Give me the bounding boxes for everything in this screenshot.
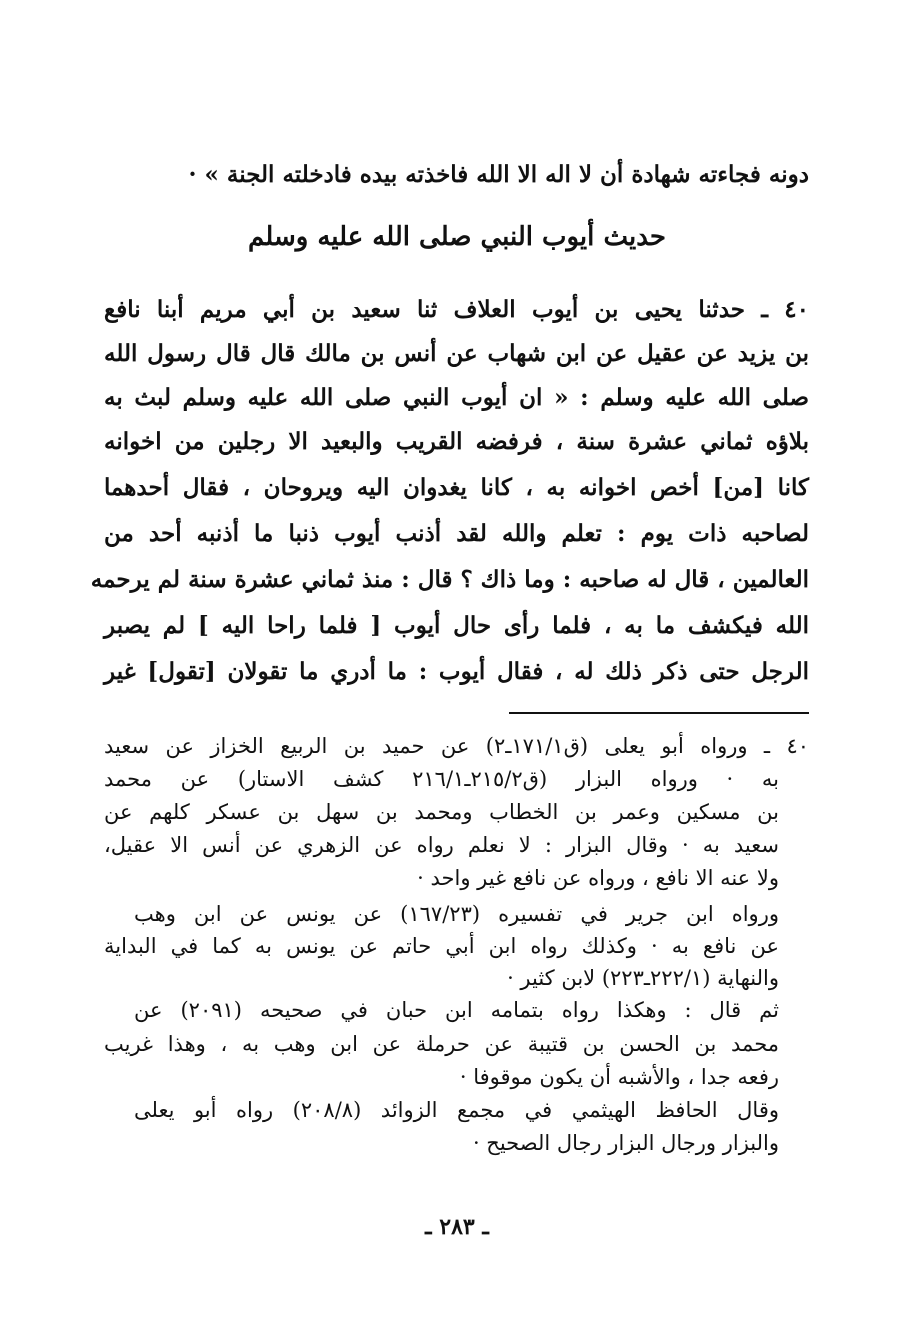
body-line: بلاؤه ثماني عشرة سنة ، فرفضه القريب والبعيد الا رجلين من اخوانه: [104, 428, 809, 455]
body-line: الرجل حتى ذكر ذلك له ، فقال أيوب : ما أدري ما تقولان [تقول] غير: [104, 658, 809, 685]
page-number: ـ ٢٨٣ ـ: [425, 1214, 489, 1240]
body-line: الله فيكشف ما به ، فلما رأى حال أيوب [ فلما راحا اليه ] لم يصبر: [104, 612, 809, 639]
footnote-line: عن نافع به · وكذلك رواه ابن أبي حاتم عن يونس به كما في البداية: [104, 934, 779, 958]
footnote-line: به · ورواه البزار (ق٢١٥/٢ـ٢١٦/١ كشف الاستار) عن محمد: [104, 767, 779, 791]
body-line: كانا [من] أخص اخوانه به ، كانا يغدوان اليه ويروحان ، فقال أحدهما: [104, 474, 809, 501]
footnote-line: سعيد به · وقال البزار : لا نعلم رواه عن الزهري عن أنس الا عقيل،: [104, 833, 779, 857]
footnote-line: محمد بن الحسن بن قتيبة عن حرملة عن ابن وهب به ، وهذا غريب: [104, 1032, 779, 1056]
footnote-line: رفعه جدا ، والأشبه أن يكون موقوفا ·: [459, 1065, 779, 1089]
footnote-separator: [509, 712, 809, 714]
body-line: ٤٠ ـ حدثنا يحيى بن أيوب العلاف ثنا سعيد بن أبي مريم أبنا نافع: [104, 296, 809, 323]
footnote-line: والنهاية (٢٢٢/١ـ٢٢٣) لابن كثير ·: [507, 966, 779, 990]
footnote-line: ٤٠ ـ ورواه أبو يعلى (ق١٧١/١ـ٢) عن حميد بن الربيع الخزاز عن سعيد: [104, 734, 810, 758]
section-title: حديث أيوب النبي صلى الله عليه وسلم: [248, 222, 666, 252]
footnote-line: وقال الحافظ الهيثمي في مجمع الزوائد (٢٠٨/٨) رواه أبو يعلى: [134, 1098, 780, 1122]
footnote-line: ثم قال : وهكذا رواه بتمامه ابن حبان في صحيحه (٢٠٩١) عن: [134, 998, 779, 1022]
footnote-line: بن مسكين وعمر بن الخطاب ومحمد بن سهل بن عسكر كلهم عن: [104, 800, 779, 824]
footnote-line: والبزار ورجال البزار رجال الصحيح ·: [472, 1131, 779, 1155]
body-line: العالمين ، قال له صاحبه : وما ذاك ؟ قال : منذ ثماني عشرة سنة لم يرحمه: [90, 566, 809, 593]
body-line: بن يزيد عن عقيل عن ابن شهاب عن أنس بن مالك قال قال رسول الله: [104, 340, 809, 367]
body-line: صلى الله عليه وسلم : « ان أيوب النبي صلى الله عليه وسلم لبث به: [104, 384, 809, 411]
footnote-line: ورواه ابن جرير في تفسيره (١٦٧/٢٣) عن يونس عن ابن وهب: [134, 902, 779, 926]
body-line: لصاحبه ذات يوم : تعلم والله لقد أذنب أيوب ذنبا ما أذنبه أحد من: [104, 520, 809, 547]
footnote-line: ولا عنه الا نافع ، ورواه عن نافع غير واحد ·: [417, 866, 779, 890]
top-line: دونه فجاءته شهادة أن لا اله الا الله فاخذته بيده فادخلته الجنة » ·: [188, 161, 809, 188]
